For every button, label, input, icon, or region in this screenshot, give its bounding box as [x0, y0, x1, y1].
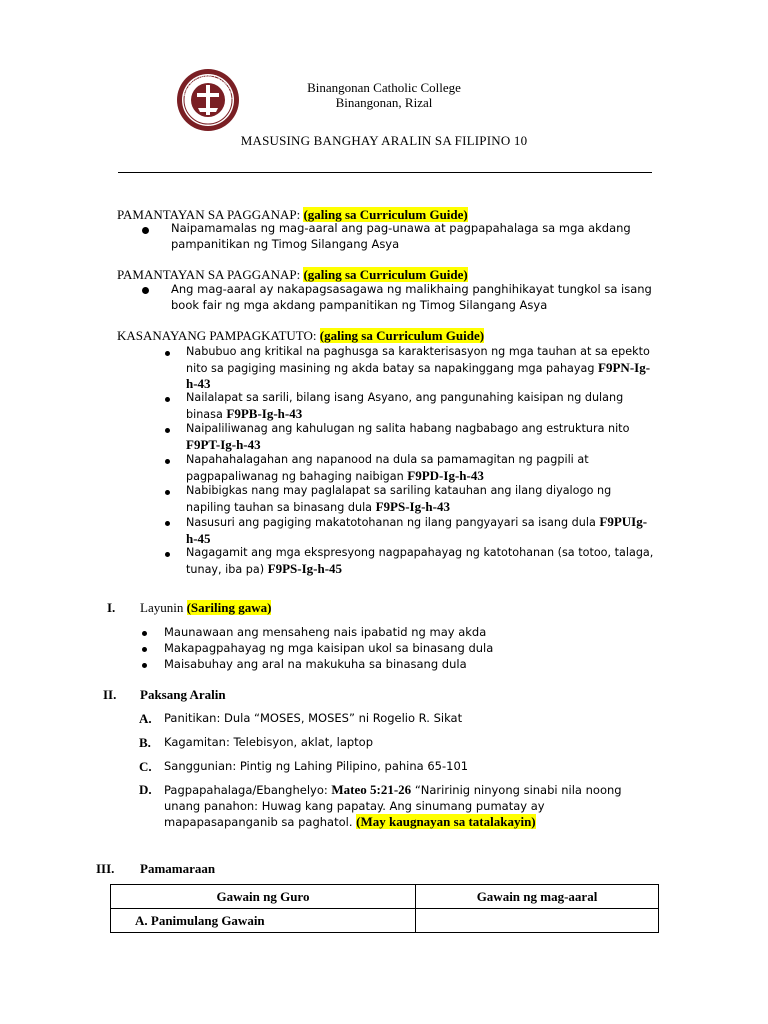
- bullet-icon: [142, 663, 147, 668]
- layunin-heading: [140, 600, 271, 616]
- item-letter: C.: [139, 759, 152, 774]
- bullet-icon: [165, 351, 170, 356]
- list-item-d: Pagpapahalaga/Ebanghelyo: Mateo 5:21-26 “Naririnig ninyong sinabi nila noong unang panahon: Huwag kang papatay. Ang sinumang pumatay ay mapapasapanganib sa paghatol. (May kaugnayan sa tatalakayin): [164, 782, 622, 829]
- highlight-note: (May kaugnayan sa tatalakayin): [356, 814, 536, 829]
- table-row: [111, 909, 659, 933]
- list-item: Sanggunian: Pintig ng Lahing Pilipino, pahina 65-101: [164, 759, 469, 773]
- paksang-aralin-heading: Paksang Aralin: [140, 687, 226, 702]
- pamantayan-item-2: Ang mag-aaral ay nakapagsasagawa ng malikhaing panghihikayat tungkol sa isang book fair ng mga akdang pampanitikan ng Timog Silangang Asya: [171, 282, 652, 312]
- list-item: Nabibigkas nang may paglalapat sa sariling katauhan ang ilang diyalogo ng napiling tauhan sa binasang dula F9PS-Ig-h-43: [186, 484, 612, 514]
- document-title: MASUSING BANGHAY ARALIN SA FILIPINO 10: [240, 133, 528, 148]
- section-numeral: I.: [107, 600, 116, 615]
- bullet-icon: [165, 521, 170, 526]
- table-header-row: [111, 885, 659, 909]
- bullet-icon: [142, 287, 149, 294]
- pamantayan-heading-1: [117, 207, 468, 222]
- pamamaraan-heading: Pamamaraan: [140, 861, 216, 876]
- pamantayan-label: PAMANTAYAN SA PAGGANAP:: [117, 267, 304, 282]
- bullet-icon: [142, 647, 147, 652]
- bullet-icon: [165, 490, 170, 495]
- item-letter: A.: [139, 711, 152, 726]
- bullet-icon: [165, 428, 170, 433]
- list-item: Nabubuo ang kritikal na paghusga sa karakterisasyon ng mga tauhan at sa epekto nito sa pagiging masining ng akda batay sa napakinggang mga pahayag F9PN-Ig-h-43: [186, 345, 651, 391]
- list-item: Kagamitan: Telebisyon, aklat, laptop: [164, 735, 374, 749]
- list-item: Maunawaan ang mensaheng nais ipabatid ng may akda: [164, 625, 487, 639]
- section-numeral: II.: [103, 687, 117, 702]
- highlight-note: (galing sa Curriculum Guide): [303, 207, 468, 222]
- list-item: Napahahalagahan ang napanood na dula sa pamamagitan ng pagpili at pagpapaliwanag ng bahaging naibigan F9PD-Ig-h-43: [186, 453, 589, 483]
- layunin-label: Layunin: [140, 600, 187, 615]
- bullet-icon: [165, 459, 170, 464]
- table-cell: A. Panimulang Gawain: [111, 909, 416, 933]
- kasanayan-label: KASANAYANG PAMPAGKATUTO:: [117, 328, 320, 343]
- highlight-note: (galing sa Curriculum Guide): [319, 328, 485, 343]
- kasanayan-heading: [117, 328, 484, 343]
- table-cell: [416, 909, 659, 933]
- school-location: Binangonan, Rizal: [335, 95, 433, 110]
- highlight-note: (galing sa Curriculum Guide): [303, 267, 468, 282]
- item-letter: B.: [139, 735, 151, 750]
- pamantayan-label: PAMANTAYAN SA PAGGANAP:: [117, 207, 304, 222]
- col-guro: Gawain ng Guro: [111, 885, 416, 909]
- svg-text:BINANGONAN CATHOLIC COLLEGE: BINANGONAN CATHOLIC C: [182, 73, 235, 102]
- bullet-icon: [142, 227, 149, 234]
- school-logo: [176, 68, 240, 132]
- highlight-note: (Sariling gawa): [186, 600, 272, 615]
- section-numeral: III.: [96, 861, 115, 876]
- list-item: Panitikan: Dula “MOSES, MOSES” ni Rogelio R. Sikat: [164, 711, 463, 725]
- pamantayan-item-1: Naipamamalas ng mag-aaral ang pag-unawa at pagpapahalaga sa mga akdang pampanitikan ng Timog Silangang Asya: [171, 221, 631, 251]
- bullet-icon: [142, 631, 147, 636]
- list-item: Nagagamit ang mga ekspresyong nagpapahayag ng katotohanan (sa totoo, talaga, tunay, iba pa) F9PS-Ig-h-45: [186, 546, 654, 576]
- list-item: Nasusuri ang pagiging makatotohanan ng ilang pangyayari sa isang dula F9PUIg-h-45: [186, 514, 648, 546]
- school-name: Binangonan Catholic College: [307, 80, 461, 95]
- school-header: [284, 80, 484, 110]
- pamantayan-heading-2: [117, 267, 468, 282]
- list-item: Naipaliliwanag ang kahulugan ng salita habang nagbabago ang estruktura nito F9PT-Ig-h-43: [186, 422, 630, 452]
- col-mag-aaral: Gawain ng mag-aaral: [416, 885, 659, 909]
- list-item: Nailalapat sa sarili, bilang isang Asyano, ang pangunahing kaisipan ng dulang binasa F9PB-Ig-h-43: [186, 391, 624, 421]
- item-letter: D.: [139, 782, 152, 797]
- bullet-icon: [165, 397, 170, 402]
- bullet-icon: [165, 552, 170, 557]
- divider: [118, 172, 652, 173]
- pamamaraan-table: [110, 884, 659, 933]
- list-item: Maisabuhay ang aral na makukuha sa binasang dula: [164, 657, 467, 671]
- list-item: Makapagpahayag ng mga kaisipan ukol sa binasang dula: [164, 641, 494, 655]
